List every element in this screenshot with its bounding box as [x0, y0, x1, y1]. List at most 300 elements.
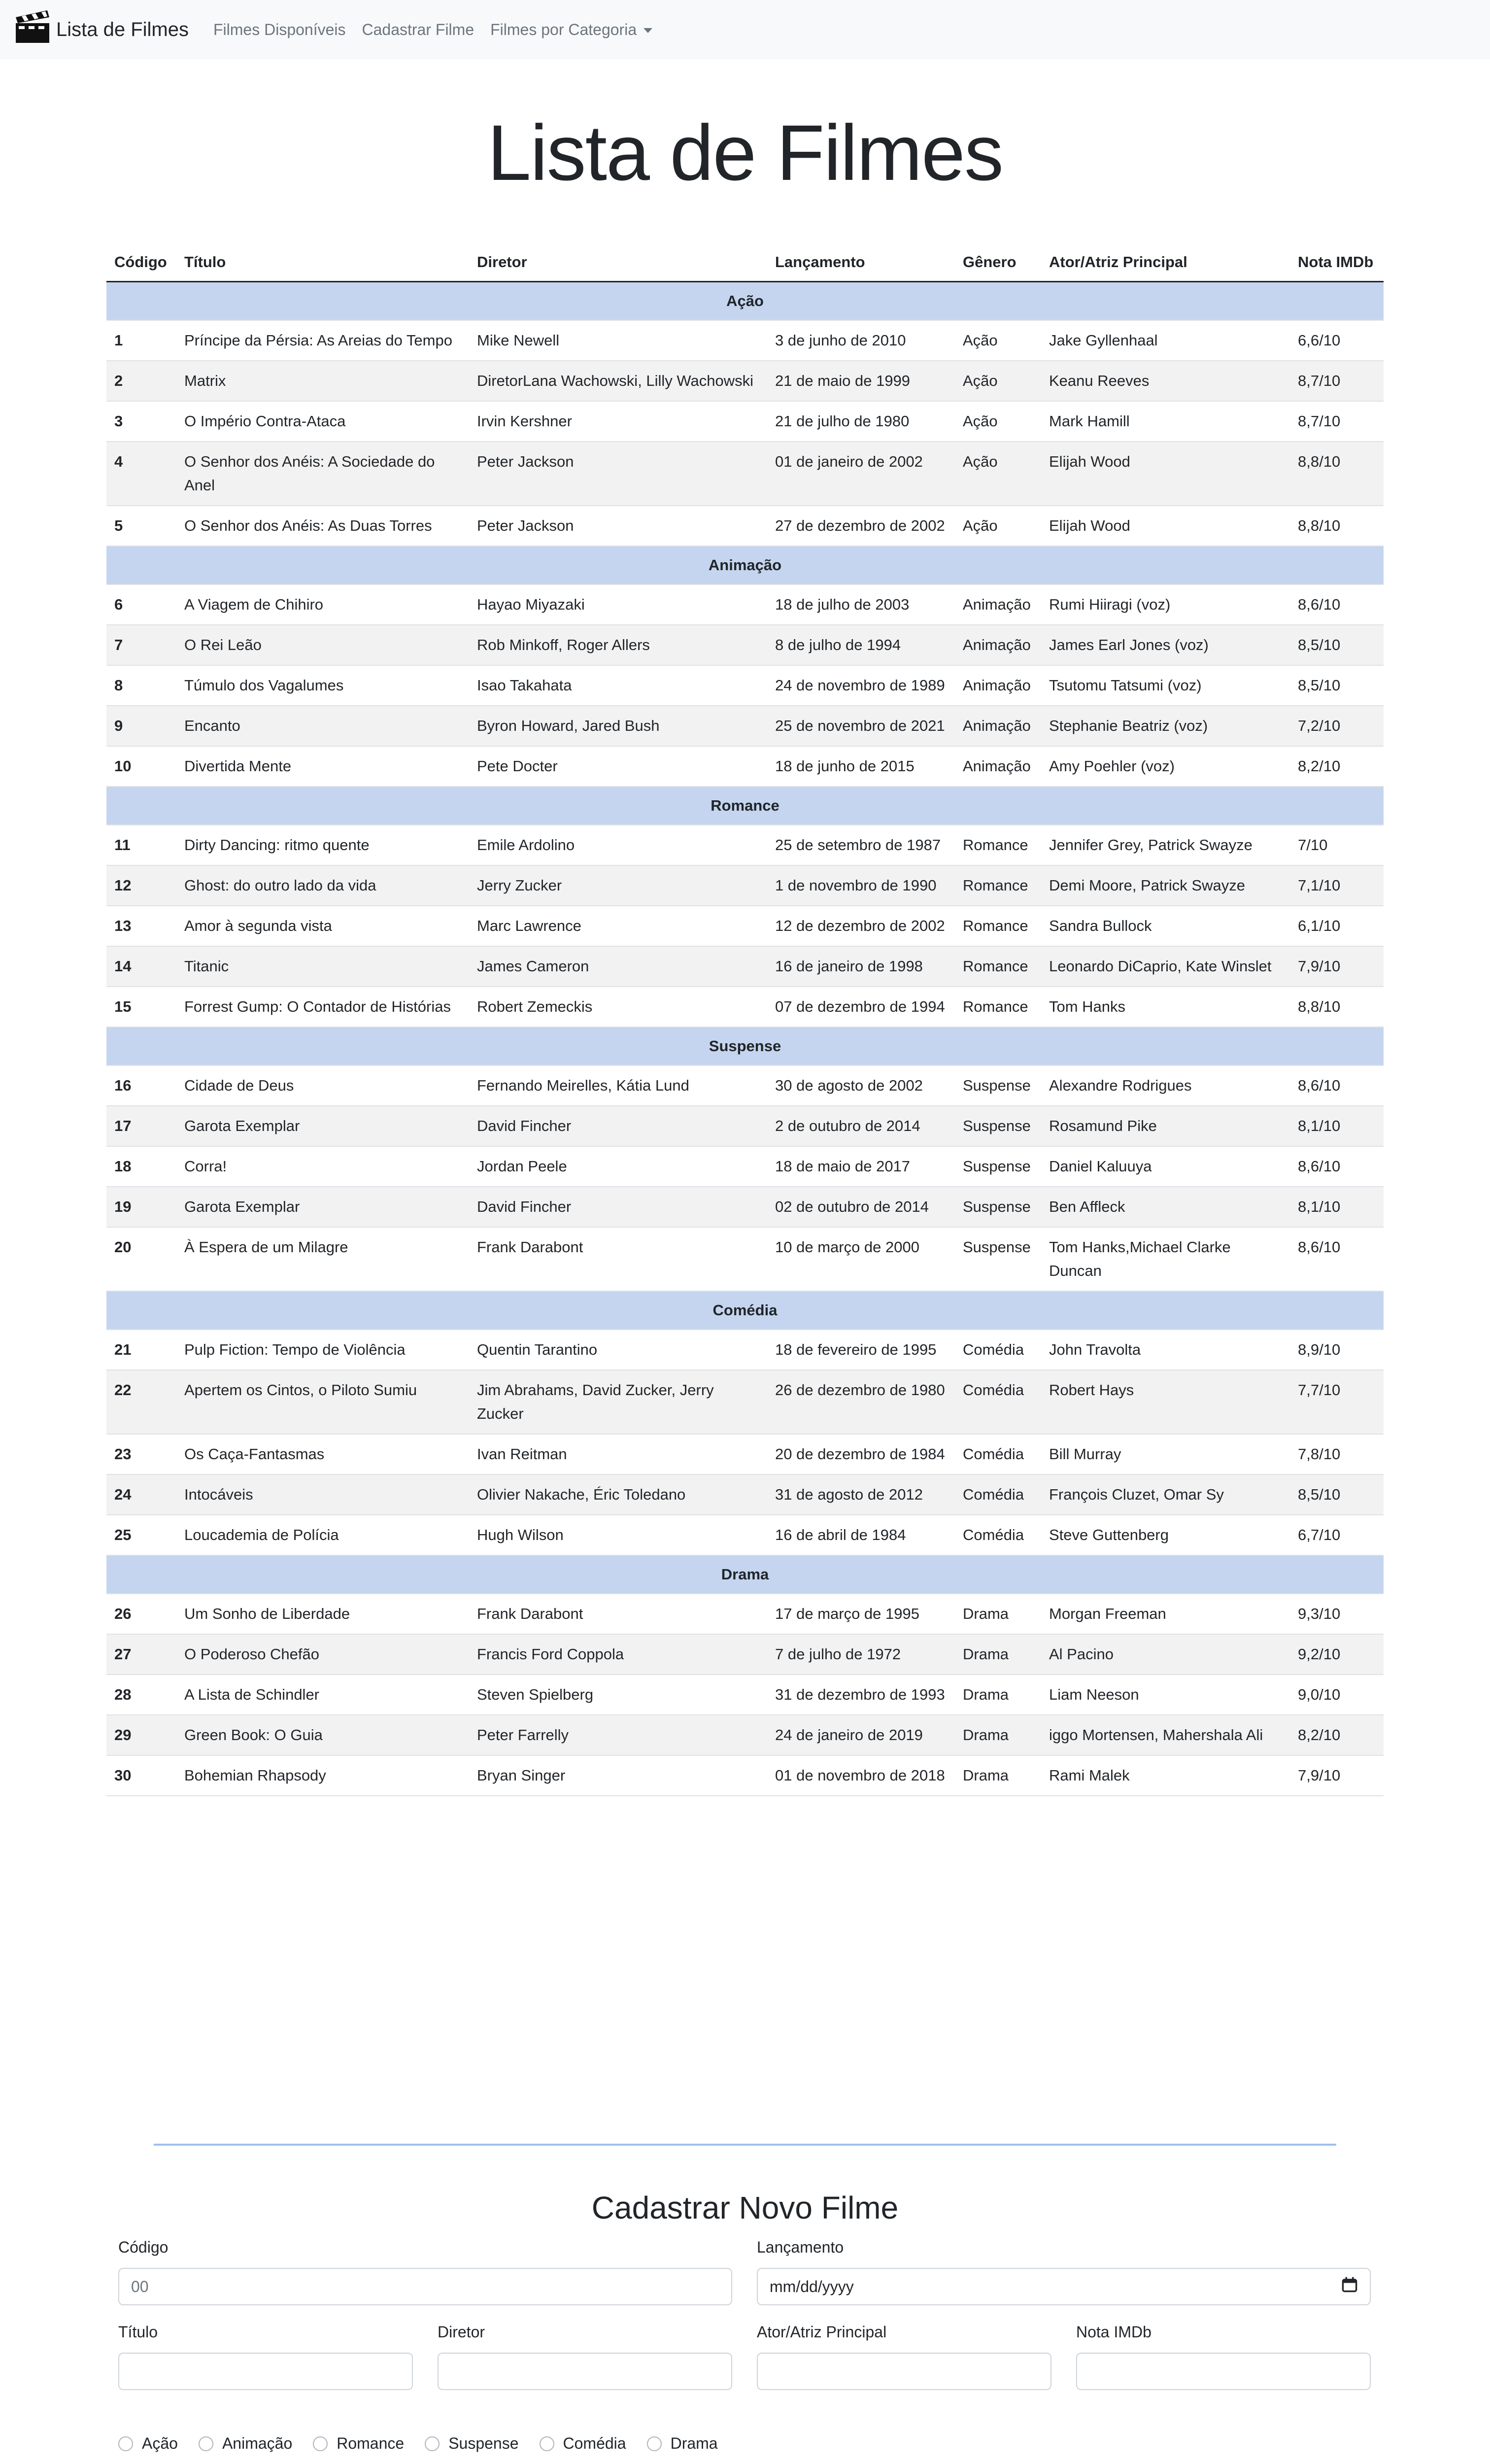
- table-cell: 18 de junho de 2015: [767, 746, 955, 787]
- table-cell: 6,7/10: [1290, 1515, 1384, 1555]
- table-cell: 26: [106, 1594, 176, 1634]
- table-cell: 7,2/10: [1290, 706, 1384, 746]
- table-cell: 8,6/10: [1290, 1146, 1384, 1187]
- table-row: [106, 1675, 1384, 1715]
- table-cell: 16 de abril de 1984: [767, 1515, 955, 1555]
- table-cell: Stephanie Beatriz (voz): [1041, 706, 1290, 746]
- table-cell: O Senhor dos Anéis: As Duas Torres: [176, 506, 469, 546]
- column-header: Código: [106, 246, 176, 282]
- table-cell: Animação: [955, 625, 1041, 665]
- table-row: [106, 442, 1384, 506]
- table-body: [106, 282, 1384, 1796]
- table-cell: 25 de setembro de 1987: [767, 825, 955, 865]
- column-header: Lançamento: [767, 246, 955, 282]
- diretor-input[interactable]: [438, 2353, 732, 2390]
- table-cell: 20 de dezembro de 1984: [767, 1434, 955, 1474]
- table-cell: 02 de outubro de 2014: [767, 1187, 955, 1227]
- table-cell: O Rei Leão: [176, 625, 469, 665]
- table-row: [106, 1474, 1384, 1515]
- table-cell: 12: [106, 865, 176, 906]
- table-row: [106, 1146, 1384, 1187]
- table-cell: Keanu Reeves: [1041, 361, 1290, 401]
- table-cell: 27 de dezembro de 2002: [767, 506, 955, 546]
- table-cell: Ben Affleck: [1041, 1187, 1290, 1227]
- nota-input[interactable]: [1076, 2353, 1371, 2390]
- table-row: [106, 946, 1384, 987]
- table-cell: 8,5/10: [1290, 625, 1384, 665]
- table-cell: Suspense: [955, 1187, 1041, 1227]
- table-cell: Marc Lawrence: [469, 906, 767, 946]
- table-cell: 8,8/10: [1290, 442, 1384, 506]
- table-cell: Frank Darabont: [469, 1227, 767, 1291]
- table-cell: Ação: [955, 320, 1041, 361]
- table-cell: Apertem os Cintos, o Piloto Sumiu: [176, 1370, 469, 1434]
- table-cell: Frank Darabont: [469, 1594, 767, 1634]
- category-row: [106, 546, 1384, 584]
- table-cell: 1: [106, 320, 176, 361]
- table-cell: Green Book: O Guia: [176, 1715, 469, 1755]
- table-cell: Francis Ford Coppola: [469, 1634, 767, 1675]
- table-cell: Jordan Peele: [469, 1146, 767, 1187]
- category-label: Romance: [106, 787, 1384, 825]
- table-cell: 18 de maio de 2017: [767, 1146, 955, 1187]
- navbar-brand[interactable]: [13, 7, 189, 52]
- table-cell: Irvin Kershner: [469, 401, 767, 442]
- table-cell: Mark Hamill: [1041, 401, 1290, 442]
- codigo-label: Código: [118, 2238, 169, 2256]
- table-cell: Rosamund Pike: [1041, 1106, 1290, 1146]
- table-cell: 7,1/10: [1290, 865, 1384, 906]
- table-cell: 21 de maio de 1999: [767, 361, 955, 401]
- table-cell: 12 de dezembro de 2002: [767, 906, 955, 946]
- table-cell: 8,6/10: [1290, 584, 1384, 625]
- table-cell: Comédia: [955, 1434, 1041, 1474]
- table-cell: Liam Neeson: [1041, 1675, 1290, 1715]
- table-cell: 8,2/10: [1290, 1715, 1384, 1755]
- table-cell: Comédia: [955, 1515, 1041, 1555]
- table-cell: 8,1/10: [1290, 1187, 1384, 1227]
- section-divider: [154, 2144, 1336, 2146]
- table-cell: Animação: [955, 665, 1041, 706]
- table-cell: 14: [106, 946, 176, 987]
- table-cell: Romance: [955, 865, 1041, 906]
- table-cell: A Viagem de Chihiro: [176, 584, 469, 625]
- table-cell: 9,2/10: [1290, 1634, 1384, 1675]
- table-cell: Dirty Dancing: ritmo quente: [176, 825, 469, 865]
- table-cell: 6,1/10: [1290, 906, 1384, 946]
- ator-input[interactable]: [757, 2353, 1051, 2390]
- table-cell: O Império Contra-Ataca: [176, 401, 469, 442]
- table-cell: Ivan Reitman: [469, 1434, 767, 1474]
- table-cell: 8,5/10: [1290, 665, 1384, 706]
- genre-radio-label: Ação: [142, 2434, 178, 2452]
- table-row: [106, 401, 1384, 442]
- table-row: [106, 1106, 1384, 1146]
- table-row: [106, 665, 1384, 706]
- category-label: Comédia: [106, 1291, 1384, 1330]
- table-row: [106, 825, 1384, 865]
- table-cell: 24 de novembro de 1989: [767, 665, 955, 706]
- table-cell: Suspense: [955, 1227, 1041, 1291]
- table-cell: 3 de junho de 2010: [767, 320, 955, 361]
- table-cell: Alexandre Rodrigues: [1041, 1065, 1290, 1106]
- table-cell: 2: [106, 361, 176, 401]
- table-cell: 30: [106, 1755, 176, 1796]
- table-row: [106, 746, 1384, 787]
- table-cell: 8,1/10: [1290, 1106, 1384, 1146]
- navbar: [0, 0, 1490, 59]
- codigo-input[interactable]: [118, 2268, 732, 2305]
- lancamento-label: Lançamento: [757, 2238, 844, 2256]
- table-cell: 3: [106, 401, 176, 442]
- nota-field: [1076, 2322, 1371, 2390]
- table-cell: Suspense: [955, 1065, 1041, 1106]
- table-cell: Suspense: [955, 1146, 1041, 1187]
- table-cell: 9,3/10: [1290, 1594, 1384, 1634]
- table-cell: 19: [106, 1187, 176, 1227]
- table-cell: O Senhor dos Anéis: A Sociedade do Anel: [176, 442, 469, 506]
- table-cell: Daniel Kaluuya: [1041, 1146, 1290, 1187]
- table-cell: 8,9/10: [1290, 1330, 1384, 1370]
- table-cell: Jake Gyllenhaal: [1041, 320, 1290, 361]
- table-cell: Elijah Wood: [1041, 442, 1290, 506]
- table-cell: Peter Farrelly: [469, 1715, 767, 1755]
- table-cell: Ação: [955, 361, 1041, 401]
- table-cell: Steve Guttenberg: [1041, 1515, 1290, 1555]
- table-cell: Tom Hanks: [1041, 987, 1290, 1027]
- table-header-row: [106, 246, 1384, 282]
- genre-radio-suspense[interactable]: [425, 2434, 518, 2453]
- genre-radio-comedia[interactable]: [540, 2434, 626, 2453]
- table-cell: 7/10: [1290, 825, 1384, 865]
- table-cell: Isao Takahata: [469, 665, 767, 706]
- table-cell: 4: [106, 442, 176, 506]
- table-cell: Drama: [955, 1634, 1041, 1675]
- table-cell: James Earl Jones (voz): [1041, 625, 1290, 665]
- titulo-field: [118, 2322, 413, 2390]
- table-row: [106, 1227, 1384, 1291]
- table-cell: 9: [106, 706, 176, 746]
- table-cell: 01 de novembro de 2018: [767, 1755, 955, 1796]
- table-cell: Animação: [955, 584, 1041, 625]
- table-cell: 7,9/10: [1290, 1755, 1384, 1796]
- table-cell: 28: [106, 1675, 176, 1715]
- table-cell: Sandra Bullock: [1041, 906, 1290, 946]
- table-cell: Ação: [955, 401, 1041, 442]
- table-cell: Elijah Wood: [1041, 506, 1290, 546]
- table-cell: Romance: [955, 906, 1041, 946]
- table-cell: 8,8/10: [1290, 506, 1384, 546]
- ator-label: Ator/Atriz Principal: [757, 2323, 887, 2341]
- table-cell: 01 de janeiro de 2002: [767, 442, 955, 506]
- calendar-icon[interactable]: [1341, 2276, 1358, 2297]
- lancamento-field: [757, 2237, 1371, 2305]
- table-cell: 2 de outubro de 2014: [767, 1106, 955, 1146]
- table-cell: Al Pacino: [1041, 1634, 1290, 1675]
- table-cell: 6: [106, 584, 176, 625]
- table-cell: 25: [106, 1515, 176, 1555]
- table-cell: Demi Moore, Patrick Swayze: [1041, 865, 1290, 906]
- table-cell: James Cameron: [469, 946, 767, 987]
- table-row: [106, 625, 1384, 665]
- radio-circle[interactable]: [540, 2436, 554, 2451]
- table-cell: Bohemian Rhapsody: [176, 1755, 469, 1796]
- table-cell: Forrest Gump: O Contador de Histórias: [176, 987, 469, 1027]
- table-cell: À Espera de um Milagre: [176, 1227, 469, 1291]
- nav-dropdown-categoria[interactable]: [490, 21, 652, 39]
- table-cell: Titanic: [176, 946, 469, 987]
- table-cell: 15: [106, 987, 176, 1027]
- radio-circle[interactable]: [199, 2436, 213, 2451]
- table-cell: Divertida Mente: [176, 746, 469, 787]
- table-cell: Bryan Singer: [469, 1755, 767, 1796]
- table-cell: 29: [106, 1715, 176, 1755]
- ator-field: [757, 2322, 1051, 2390]
- lancamento-date-input[interactable]: [757, 2268, 1371, 2305]
- table-cell: Romance: [955, 987, 1041, 1027]
- table-cell: Corra!: [176, 1146, 469, 1187]
- table-cell: 8: [106, 665, 176, 706]
- table-cell: Jennifer Grey, Patrick Swayze: [1041, 825, 1290, 865]
- table-cell: Hugh Wilson: [469, 1515, 767, 1555]
- table-cell: 8,6/10: [1290, 1065, 1384, 1106]
- category-row: [106, 1291, 1384, 1330]
- table-cell: 16 de janeiro de 1998: [767, 946, 955, 987]
- movies-table-container: [106, 246, 1384, 1796]
- table-cell: 07 de dezembro de 1994: [767, 987, 955, 1027]
- table-cell: Rami Malek: [1041, 1755, 1290, 1796]
- genre-radio-label: Romance: [337, 2434, 405, 2452]
- table-cell: 8,2/10: [1290, 746, 1384, 787]
- table-cell: 30 de agosto de 2002: [767, 1065, 955, 1106]
- table-cell: 18 de fevereiro de 1995: [767, 1330, 955, 1370]
- genre-radio-label: Comédia: [563, 2434, 626, 2452]
- table-cell: Mike Newell: [469, 320, 767, 361]
- radio-circle[interactable]: [647, 2436, 662, 2451]
- table-cell: Amor à segunda vista: [176, 906, 469, 946]
- table-cell: 31 de dezembro de 1993: [767, 1675, 955, 1715]
- table-cell: 31 de agosto de 2012: [767, 1474, 955, 1515]
- table-cell: 7,8/10: [1290, 1434, 1384, 1474]
- table-cell: 7,7/10: [1290, 1370, 1384, 1434]
- table-cell: Tom Hanks,Michael Clarke Duncan: [1041, 1227, 1290, 1291]
- table-cell: Olivier Nakache, Éric Toledano: [469, 1474, 767, 1515]
- table-cell: Byron Howard, Jared Bush: [469, 706, 767, 746]
- table-cell: Matrix: [176, 361, 469, 401]
- table-cell: 8,8/10: [1290, 987, 1384, 1027]
- table-cell: 20: [106, 1227, 176, 1291]
- table-row: [106, 1634, 1384, 1675]
- table-cell: Romance: [955, 825, 1041, 865]
- table-cell: Drama: [955, 1715, 1041, 1755]
- nav-link-cadastrar-filme[interactable]: Cadastrar Filme: [362, 20, 474, 38]
- table-cell: Emile Ardolino: [469, 825, 767, 865]
- table-cell: David Fincher: [469, 1187, 767, 1227]
- page-title: Lista de Filmes: [487, 108, 1003, 197]
- table-cell: 22: [106, 1370, 176, 1434]
- table-cell: Animação: [955, 746, 1041, 787]
- table-row: [106, 1370, 1384, 1434]
- titulo-input[interactable]: [118, 2353, 413, 2390]
- table-row: [106, 506, 1384, 546]
- table-cell: John Travolta: [1041, 1330, 1290, 1370]
- table-cell: Bill Murray: [1041, 1434, 1290, 1474]
- table-row: [106, 320, 1384, 361]
- table-cell: Peter Jackson: [469, 442, 767, 506]
- table-cell: Comédia: [955, 1330, 1041, 1370]
- table-cell: David Fincher: [469, 1106, 767, 1146]
- table-cell: Drama: [955, 1755, 1041, 1796]
- table-cell: 13: [106, 906, 176, 946]
- column-header: Nota IMDb: [1290, 246, 1384, 282]
- table-cell: Intocáveis: [176, 1474, 469, 1515]
- category-label: Suspense: [106, 1027, 1384, 1065]
- genre-radio-acao[interactable]: [118, 2434, 178, 2453]
- clapperboard-icon: [13, 7, 56, 52]
- table-cell: 8,7/10: [1290, 401, 1384, 442]
- table-cell: Loucademia de Polícia: [176, 1515, 469, 1555]
- column-header: Título: [176, 246, 469, 282]
- category-row: [106, 1027, 1384, 1065]
- table-cell: Tsutomu Tatsumi (voz): [1041, 665, 1290, 706]
- nav-dropdown-label: Filmes por Categoria: [490, 20, 637, 38]
- table-cell: Hayao Miyazaki: [469, 584, 767, 625]
- table-cell: 18: [106, 1146, 176, 1187]
- table-cell: 1 de novembro de 1990: [767, 865, 955, 906]
- table-cell: Peter Jackson: [469, 506, 767, 546]
- table-cell: Jim Abrahams, David Zucker, Jerry Zucker: [469, 1370, 767, 1434]
- table-cell: Drama: [955, 1594, 1041, 1634]
- genre-radio-romance[interactable]: [313, 2434, 404, 2453]
- table-cell: Encanto: [176, 706, 469, 746]
- table-cell: Ação: [955, 506, 1041, 546]
- table-cell: 25 de novembro de 2021: [767, 706, 955, 746]
- category-row: [106, 787, 1384, 825]
- table-row: [106, 706, 1384, 746]
- table-cell: 16: [106, 1065, 176, 1106]
- table-cell: 8,5/10: [1290, 1474, 1384, 1515]
- table-cell: 21 de julho de 1980: [767, 401, 955, 442]
- table-cell: 18 de julho de 2003: [767, 584, 955, 625]
- column-header: Diretor: [469, 246, 767, 282]
- table-cell: Um Sonho de Liberdade: [176, 1594, 469, 1634]
- table-cell: 27: [106, 1634, 176, 1675]
- category-label: Drama: [106, 1555, 1384, 1594]
- genre-radio-label: Suspense: [448, 2434, 519, 2452]
- table-cell: Rumi Hiiragi (voz): [1041, 584, 1290, 625]
- codigo-field: [118, 2237, 732, 2305]
- category-row: [106, 282, 1384, 321]
- table-row: [106, 1187, 1384, 1227]
- table-row: [106, 865, 1384, 906]
- table-cell: Rob Minkoff, Roger Allers: [469, 625, 767, 665]
- table-cell: iggo Mortensen, Mahershala Ali: [1041, 1715, 1290, 1755]
- table-cell: 10 de março de 2000: [767, 1227, 955, 1291]
- table-cell: Pete Docter: [469, 746, 767, 787]
- category-label: Ação: [106, 282, 1384, 321]
- table-cell: 11: [106, 825, 176, 865]
- table-row: [106, 361, 1384, 401]
- table-cell: DiretorLana Wachowski, Lilly Wachowski: [469, 361, 767, 401]
- brand-label: Lista de Filmes: [56, 18, 189, 40]
- lancamento-placeholder: mm/dd/yyyy: [770, 2277, 854, 2295]
- table-cell: Morgan Freeman: [1041, 1594, 1290, 1634]
- category-row: [106, 1555, 1384, 1594]
- radio-circle[interactable]: [118, 2436, 133, 2451]
- table-cell: 7 de julho de 1972: [767, 1634, 955, 1675]
- table-cell: Túmulo dos Vagalumes: [176, 665, 469, 706]
- table-cell: Fernando Meirelles, Kátia Lund: [469, 1065, 767, 1106]
- table-cell: Os Caça-Fantasmas: [176, 1434, 469, 1474]
- table-cell: Príncipe da Pérsia: As Areias do Tempo: [176, 320, 469, 361]
- category-label: Animação: [106, 546, 1384, 584]
- table-cell: 21: [106, 1330, 176, 1370]
- genre-radio-group: [118, 2434, 739, 2453]
- table-cell: Comédia: [955, 1370, 1041, 1434]
- table-cell: Steven Spielberg: [469, 1675, 767, 1715]
- codigo-placeholder: 00: [131, 2277, 149, 2295]
- table-row: [106, 1330, 1384, 1370]
- genre-radio-animacao[interactable]: [199, 2434, 292, 2453]
- movies-table: [106, 246, 1384, 1796]
- table-cell: 10: [106, 746, 176, 787]
- table-cell: A Lista de Schindler: [176, 1675, 469, 1715]
- table-cell: 6,6/10: [1290, 320, 1384, 361]
- table-cell: Drama: [955, 1675, 1041, 1715]
- table-cell: Ghost: do outro lado da vida: [176, 865, 469, 906]
- table-row: [106, 1434, 1384, 1474]
- table-cell: 8,6/10: [1290, 1227, 1384, 1291]
- table-cell: 5: [106, 506, 176, 546]
- table-cell: 23: [106, 1434, 176, 1474]
- genre-radio-label: Animação: [222, 2434, 293, 2452]
- nota-label: Nota IMDb: [1076, 2323, 1151, 2341]
- diretor-label: Diretor: [438, 2323, 485, 2341]
- radio-circle[interactable]: [313, 2436, 328, 2451]
- table-row: [106, 584, 1384, 625]
- table-row: [106, 1755, 1384, 1796]
- table-cell: Animação: [955, 706, 1041, 746]
- form-title: Cadastrar Novo Filme: [591, 2190, 899, 2225]
- table-cell: Garota Exemplar: [176, 1106, 469, 1146]
- table-cell: Garota Exemplar: [176, 1187, 469, 1227]
- table-cell: 24: [106, 1474, 176, 1515]
- table-cell: Cidade de Deus: [176, 1065, 469, 1106]
- table-row: [106, 987, 1384, 1027]
- table-cell: Leonardo DiCaprio, Kate Winslet: [1041, 946, 1290, 987]
- table-cell: 24 de janeiro de 2019: [767, 1715, 955, 1755]
- genre-radio-drama[interactable]: [647, 2434, 718, 2453]
- table-cell: 8,7/10: [1290, 361, 1384, 401]
- table-cell: Robert Zemeckis: [469, 987, 767, 1027]
- diretor-field: [438, 2322, 732, 2390]
- table-cell: Quentin Tarantino: [469, 1330, 767, 1370]
- nav-link-filmes-disponiveis[interactable]: Filmes Disponíveis: [213, 20, 346, 38]
- chevron-down-icon: [643, 28, 652, 33]
- table-cell: O Poderoso Chefão: [176, 1634, 469, 1675]
- radio-circle[interactable]: [425, 2436, 440, 2451]
- table-cell: Suspense: [955, 1106, 1041, 1146]
- table-cell: Romance: [955, 946, 1041, 987]
- table-cell: Robert Hays: [1041, 1370, 1290, 1434]
- table-cell: 7: [106, 625, 176, 665]
- table-cell: 17 de março de 1995: [767, 1594, 955, 1634]
- table-cell: 9,0/10: [1290, 1675, 1384, 1715]
- table-cell: Ação: [955, 442, 1041, 506]
- table-cell: François Cluzet, Omar Sy: [1041, 1474, 1290, 1515]
- column-header: Gênero: [955, 246, 1041, 282]
- table-cell: 8 de julho de 1994: [767, 625, 955, 665]
